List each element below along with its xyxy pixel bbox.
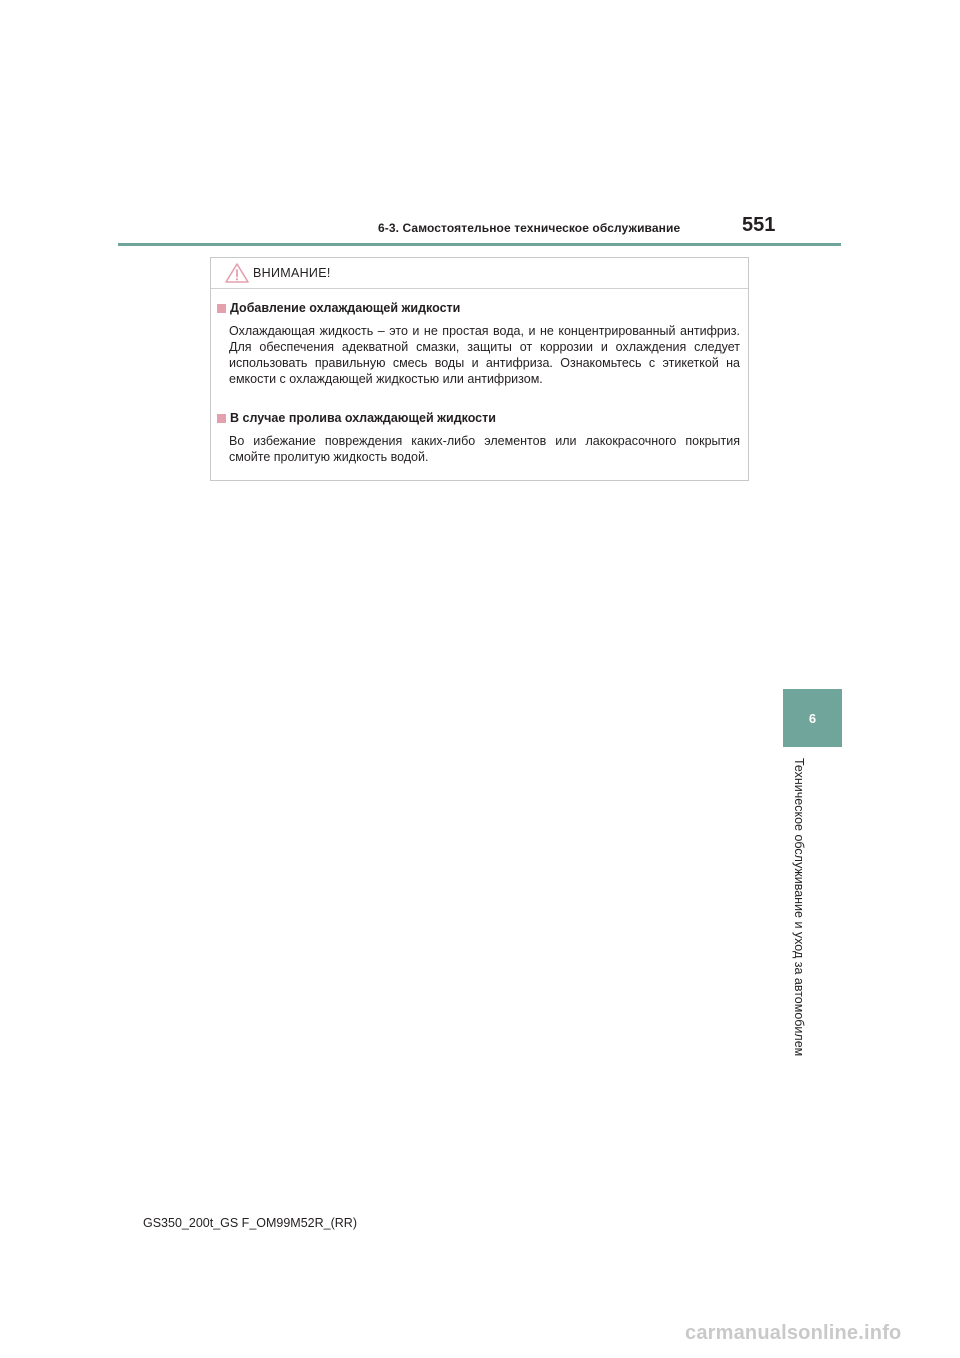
warning-item-heading-text: В случае пролива охлаждающей жидкости xyxy=(230,411,496,425)
section-title: 6-3. Самостоятельное техническое обслуживание xyxy=(378,221,681,235)
chapter-number: 6 xyxy=(808,710,817,726)
warning-item-text: Во избежание повреждения каких-либо элементов или лакокрасочного покрытия смойте пролитую жидкость водой. xyxy=(229,434,740,464)
warning-item-heading xyxy=(217,411,743,425)
warning-item xyxy=(217,301,743,387)
warning-header xyxy=(211,258,748,289)
warning-item-heading xyxy=(217,301,743,315)
warning-box xyxy=(210,257,749,481)
warning-triangle-icon xyxy=(224,262,250,284)
warning-title: ВНИМАНИЕ! xyxy=(253,266,331,280)
chapter-tab xyxy=(783,689,842,747)
watermark: carmanualsonline.info xyxy=(685,1322,902,1344)
bullet-square-icon xyxy=(217,304,226,313)
bullet-square-icon xyxy=(217,414,226,423)
footer-code: GS350_200t_GS F_OM99M52R_(RR) xyxy=(143,1216,357,1230)
warning-item xyxy=(217,411,743,465)
page-number: 551 xyxy=(742,214,776,236)
warning-item-heading-text: Добавление охлаждающей жидкости xyxy=(230,301,461,315)
chapter-side-title: Техническое обслуживание и уход за автомобилем xyxy=(792,758,806,1057)
header-rule xyxy=(118,243,841,246)
warning-item-text: Охлаждающая жидкость – это и не простая вода, и не концентрированный антифриз. Для обеспечения адекватной смазки, защиты от коррозии и охлаждения следует использовать правильную смесь воды и антифриза. Ознакомьтесь с этикеткой на емкости с охлаждающей жидкостью или антифризом. xyxy=(229,324,740,386)
